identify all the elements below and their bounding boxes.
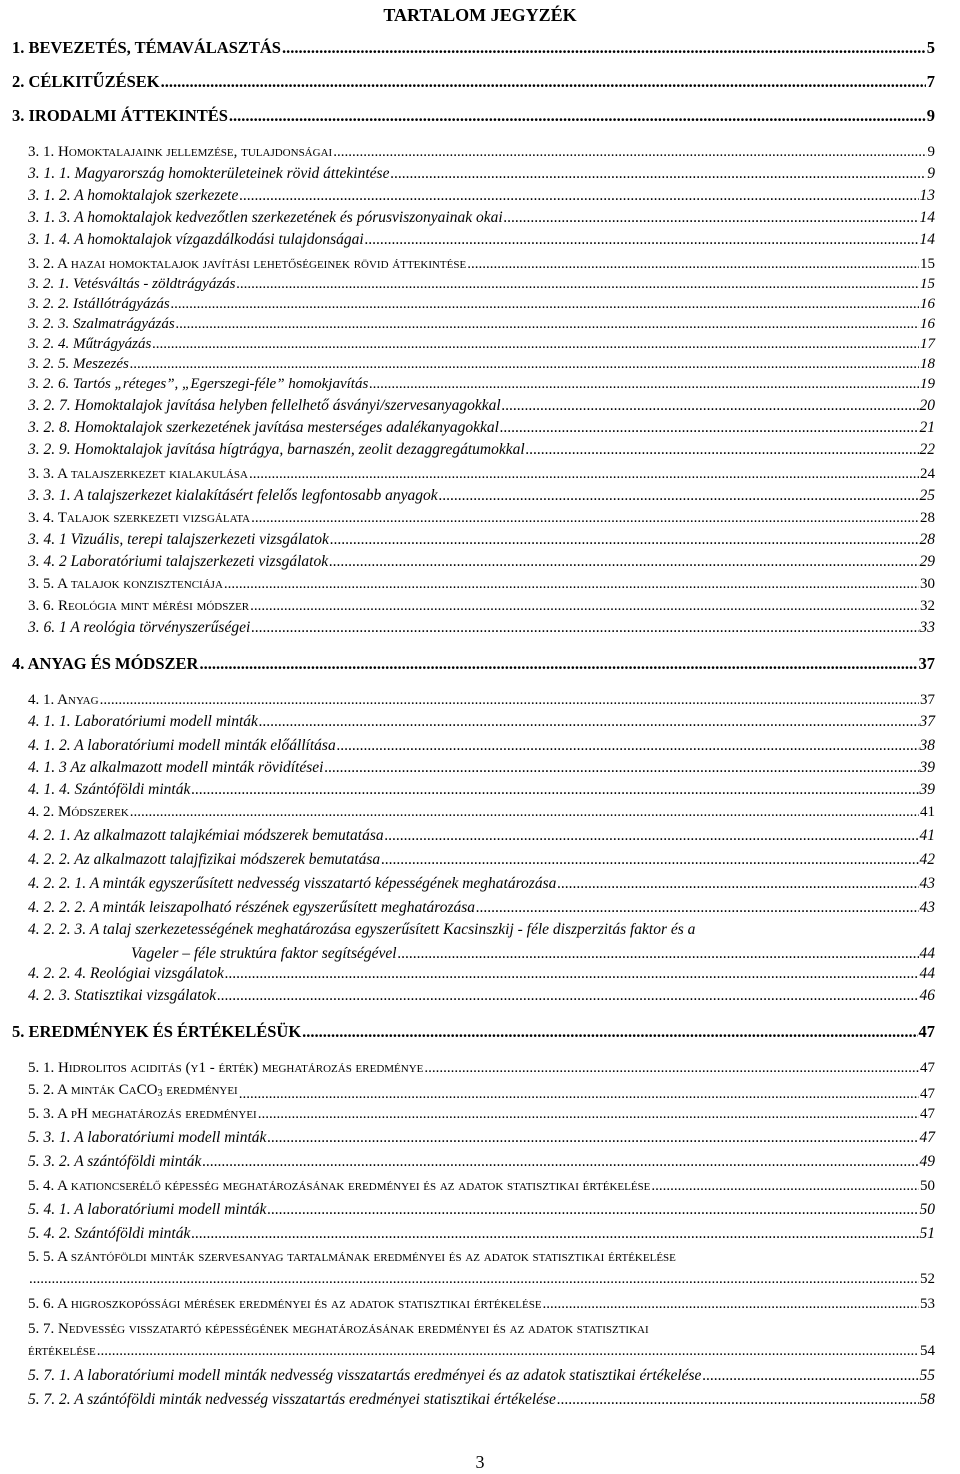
toc-entry-page: 47 (920, 1086, 935, 1102)
toc-entry-page: 9 (926, 106, 935, 125)
toc-leader (97, 1340, 919, 1362)
toc-entry-label: 3. 1. 3. A homoktalajok kedvezőtlen szerkezetének és pórusviszonyainak okai (28, 209, 503, 226)
toc-entry-page: 47 (918, 1022, 935, 1041)
toc-entry-label: 3. 2. 4. Műtrágyázás (28, 336, 152, 352)
toc-entry-label: 3. 1. 2. A homoktalajok szerkezete (28, 187, 239, 204)
toc-title: TARTALOM JEGYZÉK (383, 5, 577, 25)
toc-entry-label: 5. 1. Hidrolitos aciditás (y1 - érték) meghatározás eredménye (28, 1060, 424, 1076)
toc-entry-page: 16 (920, 316, 935, 332)
toc-leader (130, 802, 919, 822)
toc-entry[interactable] (28, 1390, 935, 1410)
toc-entry[interactable] (28, 874, 935, 894)
toc-leader (381, 850, 918, 870)
toc-entry-label: 3. 1. 4. A homoktalajok vízgazdálkodási tulajdonságai (28, 231, 364, 248)
toc-entry-page: 15 (920, 276, 935, 292)
toc-entry-label: 2. CÉLKITŰZÉSEK (12, 72, 160, 91)
toc-entry-page: 50 (919, 1201, 935, 1218)
toc-entry[interactable] (28, 1224, 935, 1244)
toc-entry-page: 41 (919, 827, 935, 844)
toc-entry-label: 5. 7. 1. A laboratóriumi modell minták nedvesség visszatartás eredményei és az adatok statisztikai értékelése (28, 1367, 702, 1384)
toc-entry-label: 3. 4. 2 Laboratóriumi talajszerkezeti vizsgálatok (28, 553, 329, 570)
toc-entry-page: 33 (919, 619, 935, 636)
toc-entry-page: 47 (919, 1129, 935, 1146)
toc-leader (333, 142, 926, 162)
toc-leader (100, 690, 919, 710)
toc-entry-label: 4. 2. 3. Statisztikai vizsgálatok (28, 987, 217, 1004)
toc-leader (502, 396, 919, 416)
toc-entry-page: 32 (920, 598, 935, 614)
toc-entry-label: 3. 2. 5. Meszezés (28, 356, 129, 372)
toc-entry-page: 30 (920, 576, 935, 592)
toc-entry[interactable] (28, 230, 935, 250)
toc-leader (171, 294, 919, 314)
toc-leader (504, 208, 919, 228)
toc-entry-label: 3. 1. Homoktalajaink jellemzése, tulajdonságai (28, 144, 333, 160)
toc-entry-label: 5. EREDMÉNYEK ÉS ÉRTÉKELÉSÜK (12, 1022, 302, 1041)
toc-entry-page: 14 (919, 231, 935, 248)
toc-entry-label: 5. 4. A kationcserélő képesség meghatározásának eredményei és az adatok statisztikai értékelése (28, 1178, 651, 1194)
toc-entry[interactable] (28, 354, 935, 374)
toc-leader (249, 464, 919, 484)
toc-leader (439, 486, 919, 506)
toc-entry[interactable] (28, 418, 935, 438)
toc-entry[interactable] (28, 1058, 935, 1078)
toc-entry[interactable] (28, 374, 935, 394)
toc-leader (176, 314, 919, 334)
toc-entry-page: 58 (919, 1391, 935, 1408)
toc-leader (250, 596, 919, 616)
toc-entry-page: 16 (920, 296, 935, 312)
toc-entry-page: 9 (927, 144, 935, 160)
toc-entry[interactable] (28, 1176, 935, 1196)
toc-entry-label: 5. 7. Nedvesség visszatartó képességének meghatározásának eredményei és az adatok statisztikai (28, 1321, 649, 1337)
toc-entry-page: 13 (919, 187, 935, 204)
toc-entry-page: 21 (919, 419, 935, 436)
toc-entry-page: 9 (927, 165, 935, 182)
toc-leader (557, 874, 918, 894)
page-number: 3 (475, 1452, 485, 1472)
toc-entry[interactable] (28, 1246, 935, 1290)
toc-leader (29, 1268, 919, 1290)
toc-entry-page: 44 (919, 945, 935, 962)
toc-leader (702, 1366, 918, 1386)
toc-entry-label: 3. 2. 1. Vetésváltás - zöldtrágyázás (28, 276, 236, 292)
toc-entry-page: 54 (920, 1343, 935, 1359)
toc-leader (476, 898, 918, 918)
toc-entry[interactable] (28, 690, 935, 710)
toc-entry[interactable] (12, 38, 935, 58)
toc-entry-label: 3. 2. A hazai homoktalajok javítási lehetőségeinek rövid áttekintése (28, 256, 467, 272)
toc-entry-label: 4. 1. Anyag (28, 692, 99, 708)
toc-entry-label: 5. 5. A szántóföldi minták szervesanyag tartalmának eredményei és az adatok statisztikai értékelése (28, 1249, 676, 1265)
toc-entry-label: 5. 2. A minták CaCO$_3$ eredményei (28, 1082, 238, 1099)
toc-leader (385, 826, 919, 846)
toc-entry-page: 25 (919, 487, 935, 504)
toc-entry[interactable] (28, 464, 935, 484)
toc-entry-label: 3. 1. 1. Magyarország homokterületeinek rövid áttekintése (28, 165, 390, 182)
toc-entry-label: 4. 2. 2. 2. A minták leiszapolható részének egyszerűsített meghatározása (28, 899, 476, 916)
toc-entry[interactable] (28, 1318, 935, 1362)
toc-entry-label: 1. BEVEZETÉS, TÉMAVÁLASZTÁS (12, 38, 281, 57)
toc-entry[interactable] (28, 1152, 935, 1172)
toc-entry-page: 43 (919, 899, 935, 916)
toc-entry[interactable] (28, 314, 935, 334)
toc-leader (202, 1152, 918, 1172)
toc-entry-label: 5. 6. A higroszkopóssági mérések eredményei és az adatok statisztikai értékelése (28, 1296, 542, 1312)
toc-entry-page: 19 (920, 376, 935, 392)
toc-entry-label: 3. 3. 1. A talajszerkezet kialakításért felelős legfontosabb anyagok (28, 487, 438, 504)
toc-entry-page: 20 (919, 397, 935, 414)
toc-entry[interactable] (28, 186, 935, 206)
toc-entry[interactable] (28, 574, 935, 594)
toc-entry-label: 3. 2. 2. Istállótrágyázás (28, 296, 170, 312)
toc-entry-label-continued: Vageler – féle struktúra faktor segítségével (131, 945, 397, 962)
toc-leader (130, 354, 919, 374)
toc-entry-page: 47 (920, 1106, 935, 1122)
toc-entry[interactable] (28, 486, 935, 506)
toc-entry[interactable] (12, 1022, 935, 1042)
toc-entry-label: 4. ANYAG ÉS MÓDSZER (12, 654, 199, 673)
toc-entry-page: 5 (926, 38, 935, 57)
toc-entry-label: 3. 3. A talajszerkezet kialakulása (28, 466, 248, 482)
toc-leader (239, 186, 918, 206)
toc-entry-label: 4. 2. Módszerek (28, 804, 129, 820)
toc-entry-page: 37 (920, 692, 935, 708)
toc-leader (217, 986, 918, 1006)
toc-entry[interactable] (28, 1294, 935, 1314)
toc-entry[interactable] (28, 712, 935, 732)
toc-entry[interactable] (28, 596, 935, 616)
toc-leader (390, 164, 926, 184)
toc-entry-page: 29 (919, 553, 935, 570)
toc-leader (557, 1390, 919, 1410)
toc-leader (258, 1104, 919, 1124)
toc-entry[interactable] (28, 208, 935, 228)
toc-leader (191, 780, 918, 800)
toc-leader (398, 942, 919, 966)
toc-entry[interactable] (28, 508, 935, 528)
toc-entry-label: 4. 1. 4. Szántóföldi minták (28, 781, 191, 798)
toc-entry[interactable] (28, 758, 935, 778)
toc-entry[interactable] (28, 164, 935, 184)
toc-leader (330, 530, 919, 550)
toc-leader (199, 654, 917, 674)
toc-leader (229, 106, 926, 126)
toc-entry-label: 5. 7. 2. A szántóföldi minták nedvesség visszatartás eredményei statisztikai értékelése (28, 1391, 556, 1408)
toc-entry[interactable] (28, 1200, 935, 1220)
toc-entry-label: 4. 1. 3 Az alkalmazott modell minták rövidítései (28, 759, 324, 776)
toc-entry-label: 4. 1. 1. Laboratóriumi modell minták (28, 713, 258, 730)
toc-leader (259, 712, 919, 732)
toc-entry[interactable] (28, 780, 935, 800)
toc-entry[interactable] (12, 106, 935, 126)
toc-entry-page: 37 (918, 654, 935, 673)
toc-entry-label: 3. 2. 8. Homoktalajok szerkezetének javítása mesterséges adalékanyagokkal (28, 419, 499, 436)
toc-entry-label: 3. 4. Talajok szerkezeti vizsgálata (28, 510, 251, 526)
toc-entry-page: 41 (920, 804, 935, 820)
toc-entry[interactable] (28, 964, 935, 984)
toc-entry[interactable] (28, 618, 935, 638)
toc-entry[interactable] (28, 736, 935, 756)
toc-entry-label: 5. 3. A pH meghatározás eredményei (28, 1106, 257, 1122)
toc-entry-label: 3. 5. A talajok konzisztenciája (28, 576, 223, 592)
toc-leader (267, 1128, 918, 1148)
toc-leader (191, 1224, 918, 1244)
toc-entry[interactable] (28, 294, 935, 314)
toc-leader (302, 1022, 917, 1042)
toc-entry-label: 3. 2. 3. Szalmatrágyázás (28, 316, 175, 332)
toc-entry-label: 4. 1. 2. A laboratóriumi modell minták előállítása (28, 737, 336, 754)
toc-entry-label: 3. 6. 1 A reológia törvényszerűségei (28, 619, 251, 636)
toc-entry-page: 42 (919, 851, 935, 868)
toc-entry[interactable] (28, 898, 935, 918)
toc-leader (500, 418, 919, 438)
toc-entry-page: 28 (919, 531, 935, 548)
toc-entry-label: 5. 3. 2. A szántóföldi minták (28, 1153, 202, 1170)
toc-entry-page: 44 (919, 965, 935, 982)
toc-entry-page: 18 (920, 356, 935, 372)
toc-entry-label: 3. IRODALMI ÁTTEKINTÉS (12, 106, 228, 125)
toc-entry-page: 39 (919, 759, 935, 776)
toc-entry-page: 39 (919, 781, 935, 798)
toc-entry-label: 4. 2. 2. 3. A talaj szerkezetességének meghatározása egyszerűsített Kacsinszkij - féle diszperzitás faktor és a (28, 921, 696, 938)
toc-entry-label: 3. 4. 1 Vizuális, terepi talajszerkezeti vizsgálatok (28, 531, 329, 548)
toc-entry[interactable] (28, 254, 935, 274)
toc-leader (526, 440, 919, 460)
toc-entry[interactable] (12, 72, 935, 92)
toc-entry-page: 47 (920, 1060, 935, 1076)
toc-leader (329, 552, 918, 572)
toc-entry-page: 28 (920, 510, 935, 526)
toc-entry-page: 14 (919, 209, 935, 226)
toc-leader (161, 72, 926, 92)
toc-entry[interactable] (28, 274, 935, 294)
toc-entry[interactable] (28, 1128, 935, 1148)
toc-entry-page: 17 (920, 336, 935, 352)
toc-entry[interactable] (12, 654, 935, 674)
toc-entry[interactable] (28, 1080, 935, 1104)
toc-entry-page: 7 (926, 72, 935, 91)
toc-entry-page: 24 (920, 466, 935, 482)
toc-entry-page: 49 (919, 1153, 935, 1170)
toc-leader (467, 254, 919, 274)
toc-entry-label: 4. 2. 2. Az alkalmazott talajfizikai módszerek bemutatása (28, 851, 381, 868)
toc-leader (365, 230, 919, 250)
toc-entry[interactable] (28, 142, 935, 162)
toc-entry-page: 51 (919, 1225, 935, 1242)
toc-entry-label: 4. 2. 2. 1. A minták egyszerűsített nedvesség visszatartó képességének meghatározása (28, 875, 557, 892)
toc-entry[interactable] (28, 440, 935, 460)
toc-leader (225, 964, 919, 984)
toc-entry[interactable] (28, 530, 935, 550)
toc-leader (337, 736, 919, 756)
toc-leader (251, 618, 918, 638)
toc-leader (224, 574, 919, 594)
toc-entry-page: 15 (920, 256, 935, 272)
toc-entry[interactable] (28, 552, 935, 572)
toc-leader (543, 1294, 919, 1314)
toc-entry-label: 4. 2. 1. Az alkalmazott talajkémiai módszerek bemutatása (28, 827, 384, 844)
toc-entry-label: 3. 2. 9. Homoktalajok javítása hígtrágya, barnaszén, zeolit dezaggregátumokkal (28, 441, 525, 458)
toc-leader (152, 334, 919, 354)
toc-entry-label: 5. 3. 1. A laboratóriumi modell minták (28, 1129, 267, 1146)
toc-entry-page: 38 (919, 737, 935, 754)
toc-leader (282, 38, 926, 58)
toc-entry[interactable] (28, 1104, 935, 1124)
toc-entry[interactable] (28, 986, 935, 1006)
toc-leader (251, 508, 919, 528)
toc-entry[interactable] (28, 850, 935, 870)
toc-entry[interactable] (28, 826, 935, 846)
toc-entry-page: 46 (919, 987, 935, 1004)
toc-entry-label: 5. 4. 1. A laboratóriumi modell minták (28, 1201, 267, 1218)
toc-entry[interactable] (28, 918, 935, 966)
toc-entry-page: 50 (920, 1178, 935, 1194)
toc-entry-page: 43 (919, 875, 935, 892)
toc-entry-label: 4. 2. 2. 4. Reológiai vizsgálatok (28, 965, 224, 982)
toc-entry[interactable] (28, 802, 935, 822)
toc-leader (651, 1176, 919, 1196)
toc-entry-label: 3. 2. 6. Tartós „réteges”, „Egerszegi-féle” homokjavítás (28, 376, 369, 392)
toc-leader (267, 1200, 918, 1220)
toc-entry[interactable] (28, 1366, 935, 1386)
toc-entry-page: 22 (919, 441, 935, 458)
toc-leader (424, 1058, 919, 1078)
toc-entry-page: 55 (919, 1367, 935, 1384)
toc-entry-label: 3. 6. Reológia mint mérési módszer (28, 598, 250, 614)
toc-entry-label-continued: értékelése (28, 1343, 96, 1359)
toc-leader (239, 1084, 919, 1104)
toc-entry-page: 52 (920, 1271, 935, 1287)
toc-leader (324, 758, 918, 778)
toc-entry-page: 53 (920, 1296, 935, 1312)
toc-entry-page: 37 (919, 713, 935, 730)
toc-entry-label: 5. 4. 2. Szántóföldi minták (28, 1225, 191, 1242)
toc-entry[interactable] (28, 396, 935, 416)
toc-leader (369, 374, 919, 394)
toc-entry-label: 3. 2. 7. Homoktalajok javítása helyben fellelhető ásványi/szervesanyagokkal (28, 397, 501, 414)
toc-leader (237, 274, 920, 294)
toc-entry[interactable] (28, 334, 935, 354)
